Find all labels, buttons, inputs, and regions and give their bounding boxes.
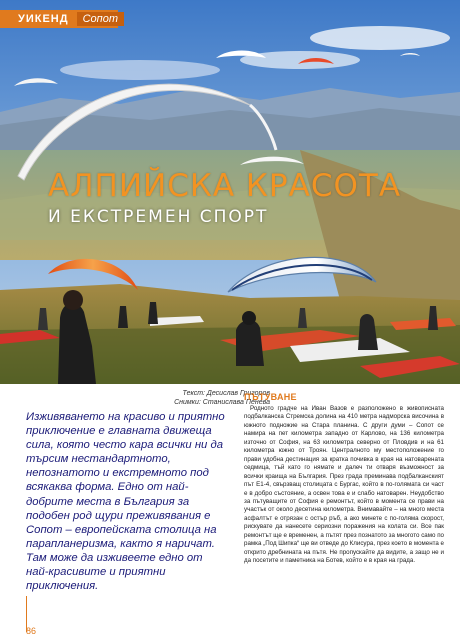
page-number: 86 <box>26 626 37 636</box>
lead-paragraph: Изживяването на красиво и приятно приключение е главната движеща сила, която често кара всички ни да търсим нестандартното, непознатото и екстремното под всякаква форма. Едно от най-добрите места в България за подобен род щури преживявания е Сопот – европейската столица на парапланеризма, както я наричат. Там може да изживеете едно от най-красивите и приятни приключения. <box>26 411 225 593</box>
article-title: АЛПИЙСКА КРАСОТА <box>48 168 402 204</box>
body-paragraph: Родното градче на Иван Вазов е разположено в живописната подбалканска Стремска долина на 410 метра надморска височина в южното подножие на Стара планина. С други думи – Сопот се намира на пет километра западно от Карлово, на 136 километра източно от София, на 63 километра северно от Пловдив и на 61 километра южно от Троян. Централното му местоположение го прави удобна дестинация за кратка почивка в края на натоварената седмица, тъй като го нямате и далеч ти отваря възможност за всички краища на България. През града преминава подбалканският път Е1-4, свързващ столицата с Бургас, който в по-голямата си част е в добро състояние, а освен това е и слабо натоварен. Неудобство за пътуващите от София е ремонтът, който в момента се прави на участък от около десетина километра. Внимавайте – на много места асфалтът е отрязан с остър ръб, а ако минете с по-голяма скорост, рискувате да нанесете сериозни поражения на колата си. Все пак ремонтът ще е временен, а пътят през познатото за многото само по рамка „Под Шипка“ ще ви отведе до Клисура, през което в момента е открито дребнината на пътя. Не пропускайте да видите, а защо не и да посетите и паметника на Ботев, който е в края на града. <box>244 405 444 565</box>
column-heading: ПЪТУВАНЕ <box>244 392 297 402</box>
section-tag <box>0 10 118 28</box>
section-label: УИКЕНД <box>18 13 69 25</box>
photo-credit: Снимки: Станислава Пенева <box>174 399 270 406</box>
city-label: Сопот <box>77 12 124 26</box>
article-subtitle: И ЕКСТРЕМЕН СПОРТ <box>48 207 269 227</box>
text-credit: Текст: Десислав Григоров <box>182 390 270 397</box>
